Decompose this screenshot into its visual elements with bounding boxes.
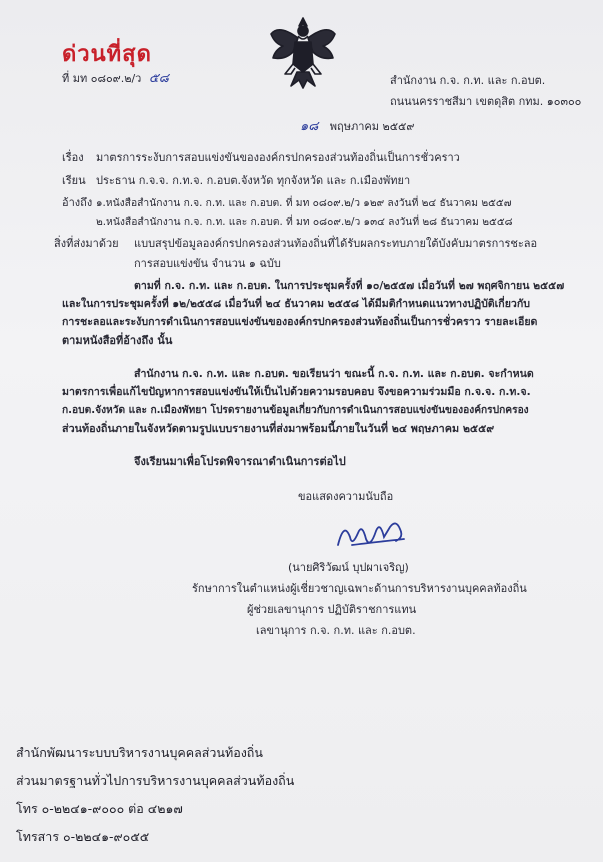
signatory-title: ผู้ช่วยเลขานุการ ปฏิบัติราชการแทน xyxy=(247,603,417,616)
garuda-emblem-icon xyxy=(265,12,341,94)
footer-division: ส่วนมาตรฐานทั่วไปการบริหารงานบุคคลส่วนท้องถิ่น xyxy=(16,773,295,788)
document-number xyxy=(62,72,169,86)
subject-text: มาตรการระงับการสอบแข่งขันขององค์กรปกครองส่วนท้องถิ่นเป็นการชั่วคราว xyxy=(96,151,460,164)
date-month-year: พฤษภาคม ๒๕๕๙ xyxy=(329,120,415,133)
signature xyxy=(334,515,410,555)
paragraph-1-line: และในการประชุมครั้งที่ ๑๒/๒๕๕๘ เมื่อวันที่ ๒๔ ธันวาคม ๒๕๕๘ ได้มีมติกำหนดแนวทางปฏิบัติเกี่ยวกับ xyxy=(62,298,531,310)
reference-label: อ้างถึง xyxy=(62,196,93,209)
document-number-prefix: ที่ มท ๐๘๐๙.๒/ว xyxy=(62,72,142,85)
enclosure-line: แบบสรุปข้อมูลองค์กรปกครองส่วนท้องถิ่นที่ได้รับผลกระทบภายใต้บังคับมาตรการชะลอ xyxy=(134,237,538,250)
recipient-text: ประธาน ก.จ.จ. ก.ท.จ. ก.อบต.จังหวัด ทุกจังหวัด และ ก.เมืองพัทยา xyxy=(96,174,411,187)
paragraph-1-line: ตามหนังสือที่อ้างถึง นั้น xyxy=(62,334,173,347)
closing-regards: ขอแสดงความนับถือ xyxy=(298,490,394,503)
paragraph-2-line: มาตรการเพื่อแก้ไขปัญหาการสอบแข่งขันให้เป็นไปด้วยความรอบคอบ จึงขอความร่วมมือ ก.จ.จ. ก.ท.จ. xyxy=(62,386,531,398)
signatory-title: เลขานุการ ก.จ. ก.ท. และ ก.อบต. xyxy=(256,624,416,637)
reference-item: ๑.หนังสือสำนักงาน ก.จ. ก.ท. และ ก.อบต. ที่ มท ๐๘๐๙.๒/ว ๑๒๙ ลงวันที่ ๒๔ ธันวาคม ๒๕๕๗ xyxy=(96,197,512,209)
footer-department: สำนักพัฒนาระบบบริหารงานบุคคลส่วนท้องถิ่น xyxy=(16,745,263,760)
document-number-handwritten: ๕๘ xyxy=(148,71,169,86)
footer-fax: โทรสาร ๐-๒๒๔๑-๙๐๕๕ xyxy=(16,829,150,844)
subject-label: เรื่อง xyxy=(62,151,84,164)
signatory-title: รักษาการในตำแหน่งผู้เชี่ยวชาญเฉพาะด้านการบริหารงานบุคคลท้องถิ่น xyxy=(192,582,527,595)
footer-phone: โทร ๐-๒๒๔๑-๙๐๐๐ ต่อ ๔๒๑๗ xyxy=(16,801,183,816)
document-date xyxy=(300,120,414,134)
enclosure-line: การสอบแข่งขัน จำนวน ๑ ฉบับ xyxy=(134,257,281,270)
paragraph-2-line: ก.อบต.จังหวัด และ ก.เมืองพัทยา โปรดรายงานข้อมูลเกี่ยวกับการดำเนินการสอบแข่งขันขององค์กรปกครอง xyxy=(62,405,529,416)
urgency-stamp: ด่วนที่สุด xyxy=(62,41,152,67)
paragraph-3: จึงเรียนมาเพื่อโปรดพิจารณาดำเนินการต่อไป xyxy=(134,455,346,468)
office-address: ถนนนครราชสีมา เขตดุสิต กทม. ๑๐๓๐๐ xyxy=(390,95,582,108)
reference-item: ๒.หนังสือสำนักงาน ก.จ. ก.ท. และ ก.อบต. ที่ มท ๐๘๐๙.๒/ว ๑๓๔ ลงวันที่ ๒๘ ธันวาคม ๒๕๕๘ xyxy=(96,216,513,228)
paragraph-2-line: สำนักงาน ก.จ. ก.ท. และ ก.อบต. ขอเรียนว่า ขณะนี้ ก.จ. ก.ท. และ ก.อบต. จะกำหนด xyxy=(134,368,534,380)
date-day-handwritten: ๑๘ xyxy=(300,119,319,134)
enclosure-label: สิ่งที่ส่งมาด้วย xyxy=(54,237,119,250)
signatory-name: (นายศิริวัฒน์ บุปผาเจริญ) xyxy=(288,561,409,574)
paragraph-2-line: ส่วนท้องถิ่นภายในจังหวัดตามรูปแบบรายงานที่ส่งมาพร้อมนี้ภายในวันที่ ๒๔ พฤษภาคม ๒๕๕๙ xyxy=(62,422,495,435)
paragraph-1-line: การชะลอและระงับการดำเนินการสอบแข่งขันขององค์กรปกครองส่วนท้องถิ่นเป็นการชั่วคราว รายละเอียด xyxy=(62,316,538,328)
recipient-label: เรียน xyxy=(62,174,86,187)
office-name: สำนักงาน ก.จ. ก.ท. และ ก.อบต. xyxy=(390,74,546,87)
paragraph-1-line: ตามที่ ก.จ. ก.ท. และ ก.อบต. ในการประชุมครั้งที่ ๑๐/๒๕๕๗ เมื่อวันที่ ๒๗ พฤศจิกายน ๒๕๕๗ xyxy=(134,280,565,292)
